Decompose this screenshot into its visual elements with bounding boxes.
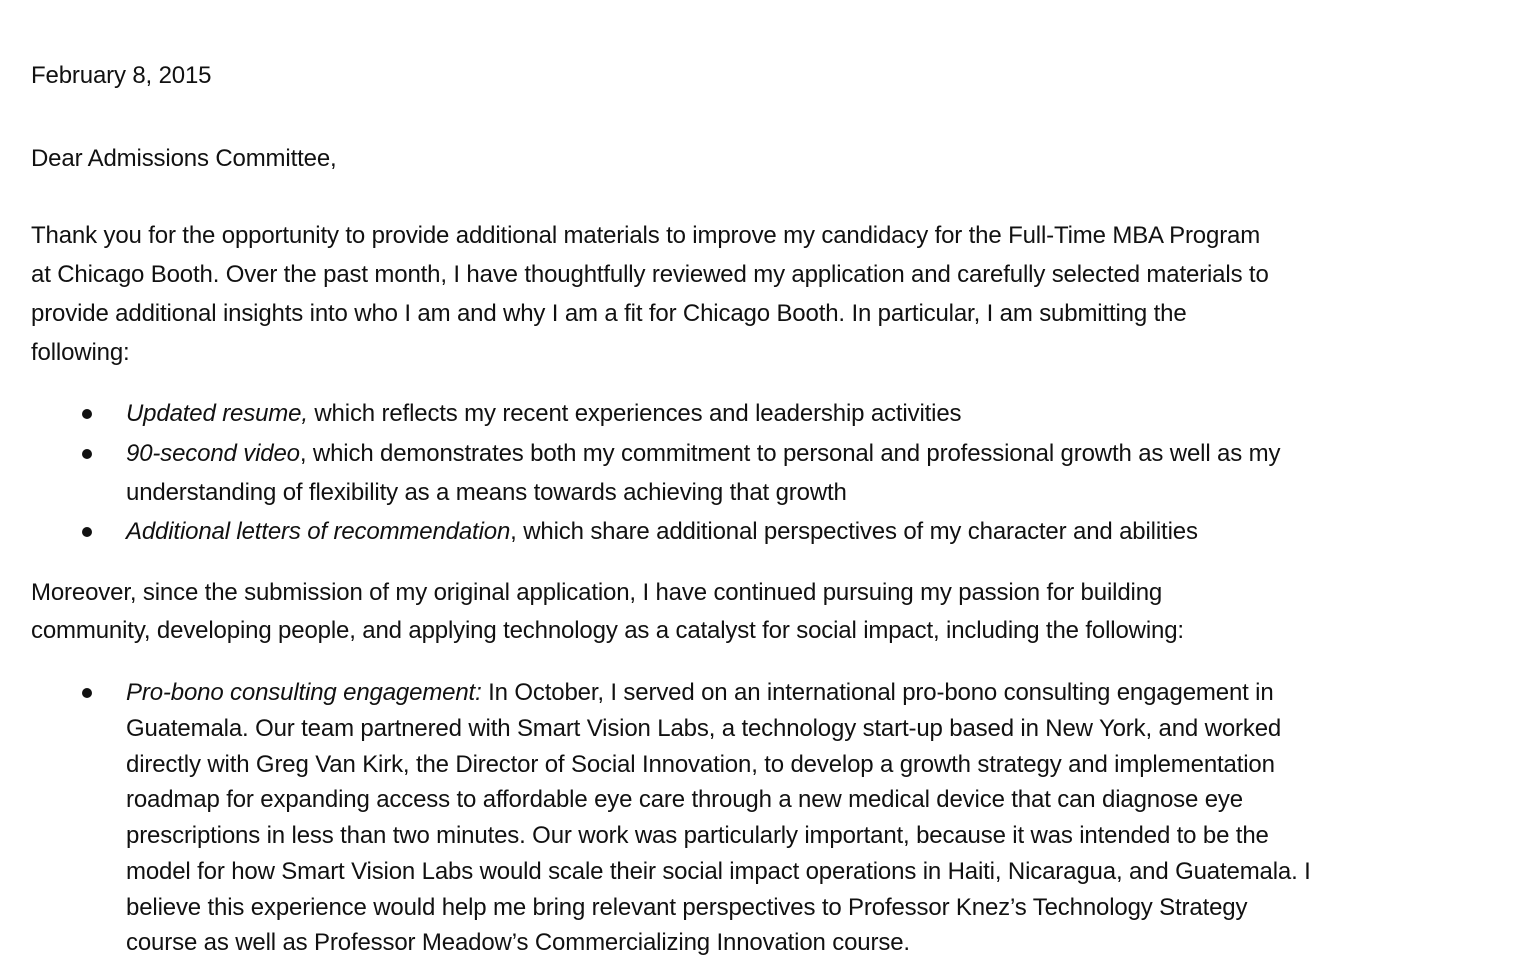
material-description-continued: understanding of flexibility as a means towards achieving that growth (126, 479, 847, 506)
intro-line: at Chicago Booth. Over the past month, I have thoughtfully reviewed my application and carefully selected materials to (31, 261, 1269, 288)
material-item-recommendations (126, 518, 1198, 546)
material-item-video (126, 440, 1280, 468)
engagement-first-line: In October, I served on an international pro-bono consulting engagement in (481, 679, 1274, 706)
engagement-item (126, 679, 1274, 707)
engagement-line: prescriptions in less than two minutes. Our work was particularly important, because it was intended to be the (126, 822, 1269, 849)
bullet-dot-icon (80, 518, 94, 546)
material-label: Updated resume, (126, 400, 308, 427)
bullet-dot-icon (80, 440, 94, 468)
intro-line: following: (31, 339, 130, 366)
material-label: 90-second video (126, 440, 300, 467)
intro-line: Thank you for the opportunity to provide additional materials to improve my candidacy for the Full-Time MBA Program (31, 222, 1261, 249)
intro-line: provide additional insights into who I am and why I am a fit for Chicago Booth. In particular, I am submitting the (31, 300, 1187, 327)
material-description: , which demonstrates both my commitment to personal and professional growth as well as my (299, 440, 1281, 467)
moreover-line: Moreover, since the submission of my original application, I have continued pursuing my passion for building (31, 579, 1163, 606)
salutation: Dear Admissions Committee, (31, 145, 337, 172)
engagement-line: roadmap for expanding access to affordable eye care through a new medical device that can diagnose eye (126, 786, 1243, 813)
letter-date: February 8, 2015 (31, 62, 212, 89)
bullet-dot-icon (80, 679, 94, 707)
moreover-line: community, developing people, and applying technology as a catalyst for social impact, including the following: (31, 617, 1184, 644)
engagement-line: course as well as Professor Meadow’s Commercializing Innovation course. (126, 929, 910, 956)
material-description: which reflects my recent experiences and leadership activities (307, 400, 962, 427)
engagement-label: Pro-bono consulting engagement: (126, 679, 482, 706)
engagement-line: believe this experience would help me bring relevant perspectives to Professor Knez’s Technology Strategy (126, 894, 1248, 921)
material-item-resume (126, 400, 961, 428)
engagement-line: directly with Greg Van Kirk, the Director of Social Innovation, to develop a growth strategy and implementation (126, 751, 1275, 778)
engagement-line: Guatemala. Our team partnered with Smart Vision Labs, a technology start-up based in New York, and worked (126, 715, 1282, 742)
material-description: , which share additional perspectives of my character and abilities (510, 518, 1198, 545)
bullet-dot-icon (80, 400, 94, 428)
engagement-line: model for how Smart Vision Labs would scale their social impact operations in Haiti, Nicaragua, and Guatemala. I (126, 858, 1311, 885)
material-label: Additional letters of recommendation (126, 518, 511, 545)
